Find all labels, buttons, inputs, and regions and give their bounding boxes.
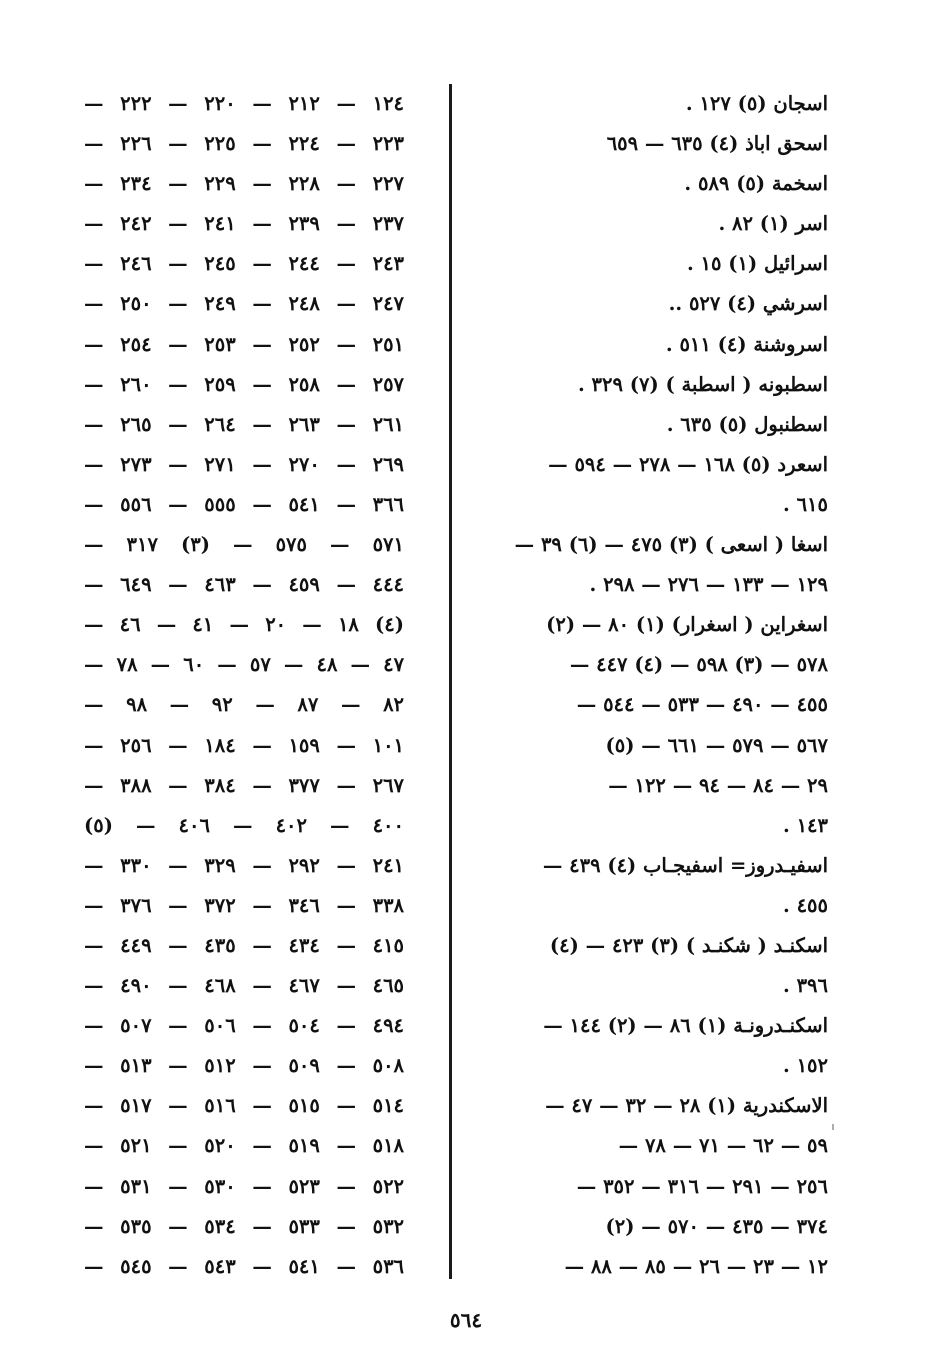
index-line: ٢٦١ — ٢٦٣ — ٢٦٤ — ٢٦٥ — xyxy=(84,412,405,436)
index-line: ٢٥١ — ٢٥٢ — ٢٥٣ — ٢٥٤ — xyxy=(84,332,405,356)
index-line: ٢٢٣ — ٢٢٤ — ٢٢٥ — ٢٢٦ — xyxy=(84,132,405,156)
index-line: ٥١٤ — ٥١٥ — ٥١٦ — ٥١٧ — xyxy=(84,1094,405,1118)
index-line: اسرائيل (١) ١٥ . xyxy=(686,252,828,276)
index-line: ٥٠٨ — ٥٠٩ — ٥١٢ — ٥١٣ — xyxy=(84,1054,405,1078)
index-line: ٥٩ — ٦٢ — ٧١ — ٧٨ — xyxy=(618,1134,828,1158)
index-line: ٥٦٧ — ٥٧٩ — ٦٦١ — (٥) xyxy=(605,733,828,757)
index-line: ٥٢٢ — ٥٢٣ — ٥٣٠ — ٥٣١ — xyxy=(84,1174,405,1198)
scan-speck xyxy=(832,1124,834,1130)
index-line: اسروشنة (٤) ٥١١ . xyxy=(665,332,828,356)
index-line: ٤٥٥ — ٤٩٠ — ٥٣٣ — ٥٤٤ — xyxy=(576,693,828,717)
index-line: ٢٤٧ — ٢٤٨ — ٢٤٩ — ٢٥٠ — xyxy=(84,292,405,316)
index-line: ٤٤٤ — ٤٥٩ — ٤٦٣ — ٦٤٩ — xyxy=(84,573,405,597)
index-line: ٢٦٧ — ٣٧٧ — ٣٨٤ — ٣٨٨ — xyxy=(84,773,405,797)
index-line: ٦١٥ . xyxy=(783,492,828,516)
index-line: ٥٣٦ — ٥٤١ — ٥٤٣ — ٥٤٥ — xyxy=(84,1254,405,1278)
index-line: ٨٢ — ٨٧ — ٩٢ — ٩٨ — xyxy=(84,693,405,717)
index-line: اسغا ( اسعى ) (٣) ٤٧٥ — (٦) ٣٩ — xyxy=(514,533,828,557)
index-line: ٤١٥ — ٤٣٤ — ٤٣٥ — ٤٤٩ — xyxy=(84,933,405,957)
index-line: (٤) ١٨ — ٢٠ — ٤١ — ٤٦ — xyxy=(84,613,405,637)
index-line: اسكنـدرونـة (١) ٨٦ — (٢) ١٤٤ — xyxy=(543,1014,828,1038)
index-line: ١٢ — ٢٣ — ٢٦ — ٨٥ — ٨٨ — xyxy=(564,1254,828,1278)
index-line: ٥٣٢ — ٥٣٣ — ٥٣٤ — ٥٣٥ — xyxy=(84,1214,405,1238)
index-line: ٤٥٥ . xyxy=(783,893,828,917)
index-line: اسجان (٥) ١٢٧ . xyxy=(685,92,828,115)
index-line: اسطنبول (٥) ٦٣٥ . xyxy=(666,412,828,436)
index-line: اسغراين ( اسغرار) (١) ٨٠ — (٢) xyxy=(546,613,828,637)
index-line: اسحق اباذ (٤) ٦٣٥ — ٦٥٩ xyxy=(606,132,828,156)
index-line: ٥١٨ — ٥١٩ — ٥٢٠ — ٥٢١ — xyxy=(84,1134,405,1158)
index-line: ٢٤١ — ٢٩٢ — ٣٢٩ — ٣٣٠ — xyxy=(84,853,405,877)
index-line: ٢٥٧ — ٢٥٨ — ٢٥٩ — ٢٦٠ — xyxy=(84,372,405,396)
index-line: ٢٩ — ٨٤ — ٩٤ — ١٢٢ — xyxy=(608,773,828,797)
index-line: اسرشي (٤) ٥٢٧ .. xyxy=(668,292,828,316)
index-line: اسكنـد ( شكنـد ) (٣) ٤٢٣ — (٤) xyxy=(549,933,828,957)
right-index-column xyxy=(468,84,828,1287)
index-line: الاسكندرية (١) ٢٨ — ٣٢ — ٤٧ — xyxy=(545,1094,828,1118)
index-line: اسر (١) ٨٢ . xyxy=(718,212,828,236)
index-line: ٢٢٧ — ٢٢٨ — ٢٢٩ — ٢٣٤ — xyxy=(84,172,405,196)
index-line: ٣٧٤ — ٤٣٥ — ٥٧٠ — (٢) xyxy=(605,1214,828,1238)
index-line: ١٢٤ — ٢١٢ — ٢٢٠ — ٢٢٢ — xyxy=(84,92,405,115)
index-line: ٥٧٨ — (٣) ٥٩٨ — (٤) ٤٤٧ — xyxy=(569,653,828,677)
index-line: ٤٦٥ — ٤٦٧ — ٤٦٨ — ٤٩٠ — xyxy=(84,974,405,998)
index-line: ١٢٩ — ١٣٣ — ٢٧٦ — ٢٩٨ . xyxy=(589,573,828,597)
index-line: اسطبونه ( اسطبة ) (٧) ٣٢٩ . xyxy=(577,372,828,396)
index-line: ١٠١ — ١٥٩ — ١٨٤ — ٢٥٦ — xyxy=(84,733,405,757)
index-line: ٥٧١ — ٥٧٥ — (٣) ٣١٧ — xyxy=(84,533,404,557)
index-line: ١٥٢ . xyxy=(783,1054,828,1078)
index-line: ٣٦٦ — ٥٤١ — ٥٥٥ — ٥٥٦ — xyxy=(84,492,405,516)
page-number: ٥٦٤ xyxy=(449,1308,483,1332)
column-divider xyxy=(449,84,452,1279)
index-line: اسخمة (٥) ٥٨٩ . xyxy=(684,172,828,196)
index-line: ٢٦٩ — ٢٧٠ — ٢٧١ — ٢٧٣ — xyxy=(84,452,405,476)
index-line: اسفيـدروز= اسفيجـاب (٤) ٤٣٩ — xyxy=(542,853,828,877)
index-line: ٣٩٦ . xyxy=(783,974,828,998)
index-line: ٤٧ — ٤٨ — ٥٧ — ٦٠ — ٧٨ — xyxy=(84,653,405,677)
index-line: ٤٠٠ — ٤٠٢ — ٤٠٦ — (٥) xyxy=(84,813,404,837)
index-line: ١٤٣ . xyxy=(783,813,828,837)
index-line: ٢٥٦ — ٢٩١ — ٣١٦ — ٣٥٢ — xyxy=(576,1174,828,1198)
index-line: ٢٤٣ — ٢٤٤ — ٢٤٥ — ٢٤٦ — xyxy=(84,252,405,276)
left-index-column xyxy=(84,84,404,1287)
index-line: ٤٩٤ — ٥٠٤ — ٥٠٦ — ٥٠٧ — xyxy=(84,1014,405,1038)
index-line: ٢٣٧ — ٢٣٩ — ٢٤١ — ٢٤٢ — xyxy=(84,212,405,236)
index-line: اسعرد (٥) ١٦٨ — ٢٧٨ — ٥٩٤ — xyxy=(548,452,828,476)
index-line: ٣٣٨ — ٣٤٦ — ٣٧٢ — ٣٧٦ — xyxy=(84,893,405,917)
